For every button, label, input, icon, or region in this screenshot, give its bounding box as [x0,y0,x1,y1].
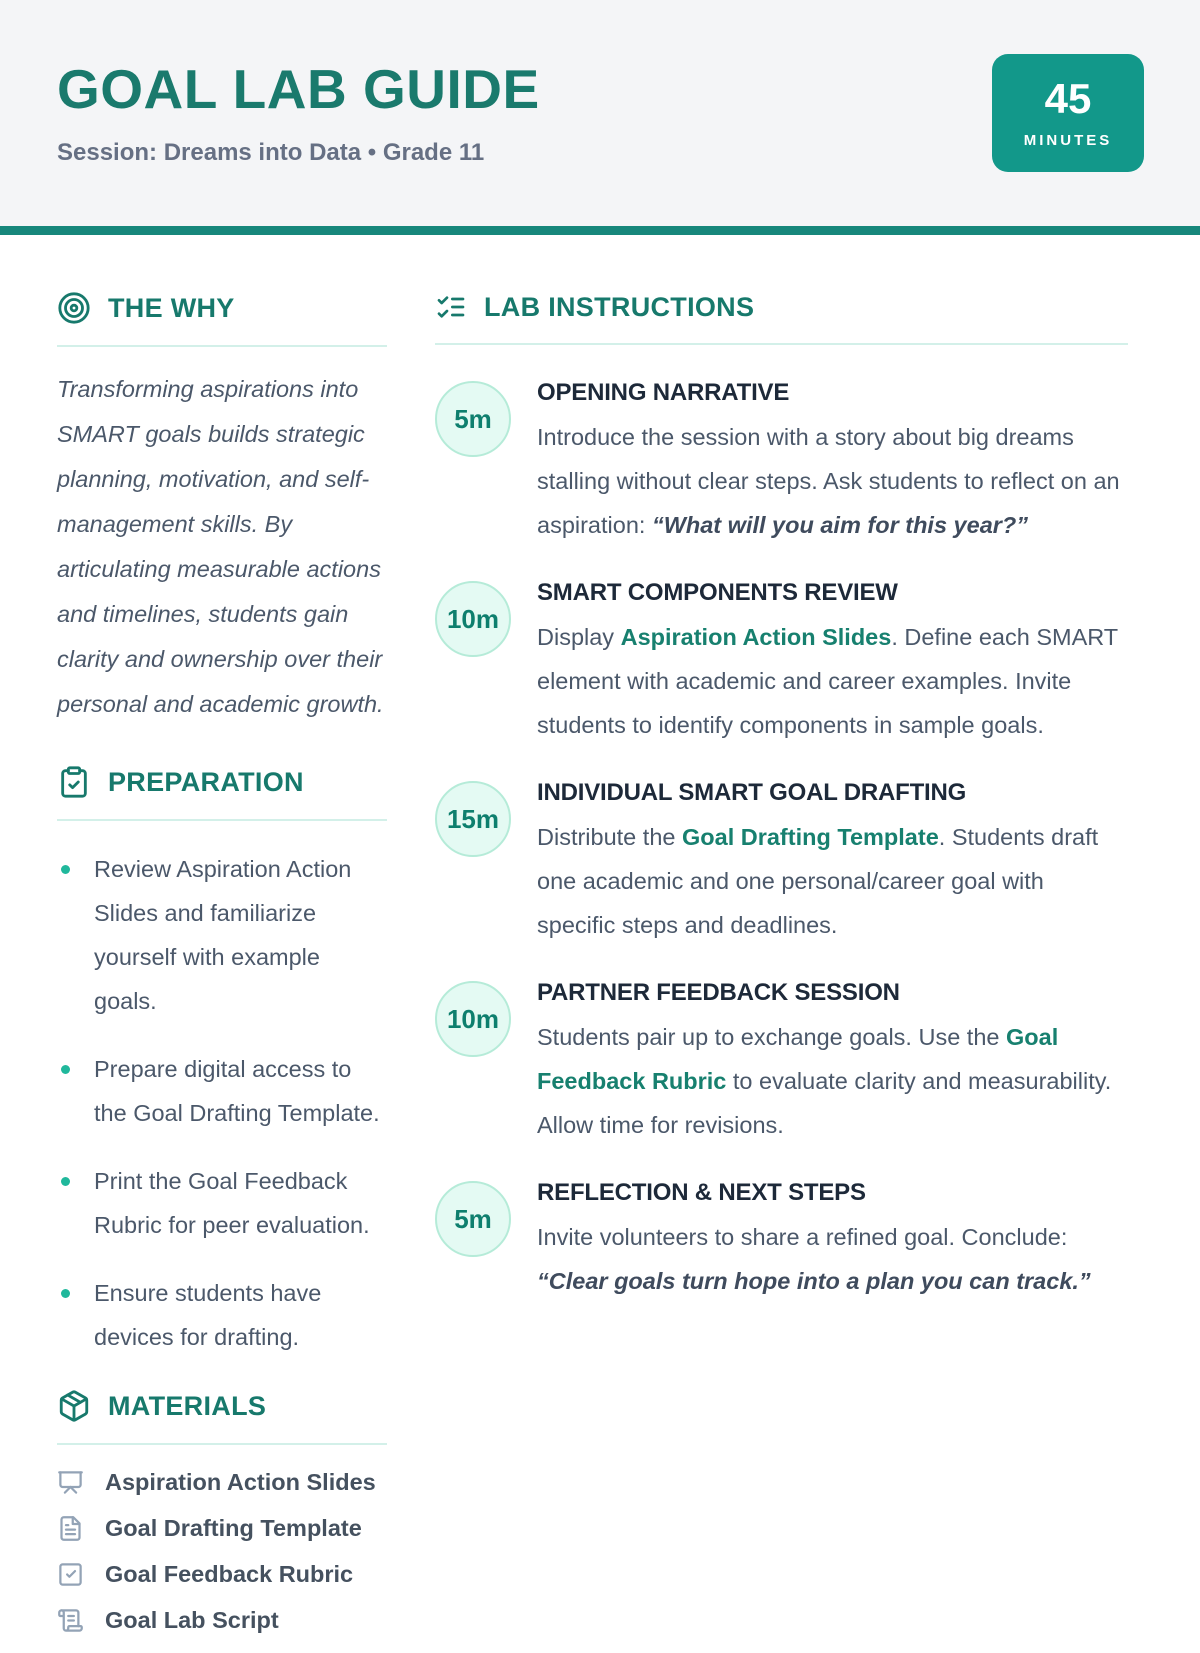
step-body [537,415,1128,547]
preparation-item: Ensure students have devices for drafting. [57,1271,387,1359]
step-individual-smart-goal-drafting [435,775,1128,947]
scroll-text-icon [57,1607,84,1634]
step-body [537,615,1128,747]
step-duration-badge: 10m [435,981,511,1057]
step-body-segment: . Students draft one academic and one personal/career goal with specific steps and deadlines. [537,824,1099,938]
material-item [57,1607,387,1634]
preparation-section-header [57,765,387,799]
section-divider [57,819,387,821]
preparation-section-title: PREPARATION [108,766,304,797]
step-title: OPENING NARRATIVE [537,379,790,406]
file-text-icon [57,1515,84,1542]
material-label: Goal Lab Script [105,1607,279,1633]
duration-value: 45 [1044,74,1092,122]
materials-list [57,1469,387,1634]
step-smart-components-review [435,575,1128,747]
square-check-icon [57,1561,84,1588]
content [0,235,1200,1653]
list-checks-icon [435,291,467,323]
instructions-section-header [435,291,1128,323]
preparation-item: Prepare digital access to the Goal Drafting Template. [57,1047,387,1135]
materials-section-header [57,1389,387,1423]
step-content [537,975,1128,1147]
step-body-segment: “Clear goals turn hope into a plan you can track.” [537,1268,1091,1294]
step-duration-badge: 15m [435,781,511,857]
section-divider [435,343,1128,345]
header [0,0,1200,226]
page-title: GOAL LAB GUIDE [57,58,540,120]
step-reflection-next-steps [435,1175,1128,1303]
clipboard-check-icon [57,765,91,799]
step-body [537,815,1128,947]
step-body [537,1015,1128,1147]
left-column [57,291,387,1653]
material-label: Goal Drafting Template [105,1515,362,1541]
duration-badge [992,54,1144,172]
material-label: Goal Feedback Rubric [105,1561,354,1587]
header-accent-bar [0,226,1200,235]
step-body-segment: Goal Drafting Template [681,824,939,850]
material-item [57,1469,387,1496]
step-body-segment: Invite volunteers to share a refined goal. Conclude: [537,1224,1068,1250]
target-icon [57,291,91,325]
step-content [537,1175,1128,1303]
step-body [537,1215,1128,1303]
why-section-header [57,291,387,325]
material-item [57,1515,387,1542]
section-divider [57,1443,387,1445]
step-body-segment: Distribute the [537,824,682,850]
steps-list [435,375,1128,1303]
material-label: Aspiration Action Slides [105,1469,376,1495]
why-section-title: THE WHY [108,292,235,323]
preparation-list [57,847,387,1359]
package-icon [57,1389,91,1423]
step-duration-badge: 10m [435,581,511,657]
section-the-why [57,291,387,727]
why-body-text: Transforming aspirations into SMART goals builds strategic planning, motivation, and self-management skills. By articulating measurable actions and timelines, students gain clarity and ownership over their personal and academic growth. [57,376,384,717]
preparation-item: Print the Goal Feedback Rubric for peer evaluation. [57,1159,387,1247]
material-item [57,1561,387,1588]
instructions-section-title: LAB INSTRUCTIONS [484,291,755,322]
step-body-segment: Aspiration Action Slides [620,624,892,650]
section-preparation [57,765,387,1359]
presentation-icon [57,1469,84,1496]
step-title: INDIVIDUAL SMART GOAL DRAFTING [537,779,967,806]
step-title: PARTNER FEEDBACK SESSION [537,979,900,1006]
step-duration-badge: 5m [435,1181,511,1257]
preparation-item: Review Aspiration Action Slides and familiarize yourself with example goals. [57,847,387,1023]
section-divider [57,345,387,347]
step-opening-narrative [435,375,1128,547]
step-body-segment: “What will you aim for this year?” [651,512,1029,538]
step-content [537,775,1128,947]
step-title: SMART COMPONENTS REVIEW [537,579,898,606]
step-body-segment: Students pair up to exchange goals. Use the [537,1024,1007,1050]
step-duration-badge: 5m [435,381,511,457]
step-body-segment: Goal Feedback Rubric [537,1024,1059,1094]
section-materials [57,1389,387,1634]
step-body-segment: Introduce the session with a story about big dreams stalling without clear steps. Ask students to reflect on an aspiration: [537,424,1120,538]
session-subtitle: Session: Dreams into Data • Grade 11 [57,139,485,166]
materials-section-title: MATERIALS [108,1390,267,1421]
step-body-segment: . Define each SMART element with academic and career examples. Invite students to identify components in sample goals. [537,624,1118,738]
step-content [537,375,1128,547]
duration-unit: MINUTES [1023,131,1113,149]
step-body-segment: to evaluate clarity and measurability. Allow time for revisions. [537,1068,1112,1138]
step-partner-feedback-session [435,975,1128,1147]
step-title: REFLECTION & NEXT STEPS [537,1179,866,1206]
step-body-segment: Display [537,624,621,650]
section-lab-instructions [435,291,1128,1653]
step-content [537,575,1128,747]
header-text-block [57,50,540,167]
